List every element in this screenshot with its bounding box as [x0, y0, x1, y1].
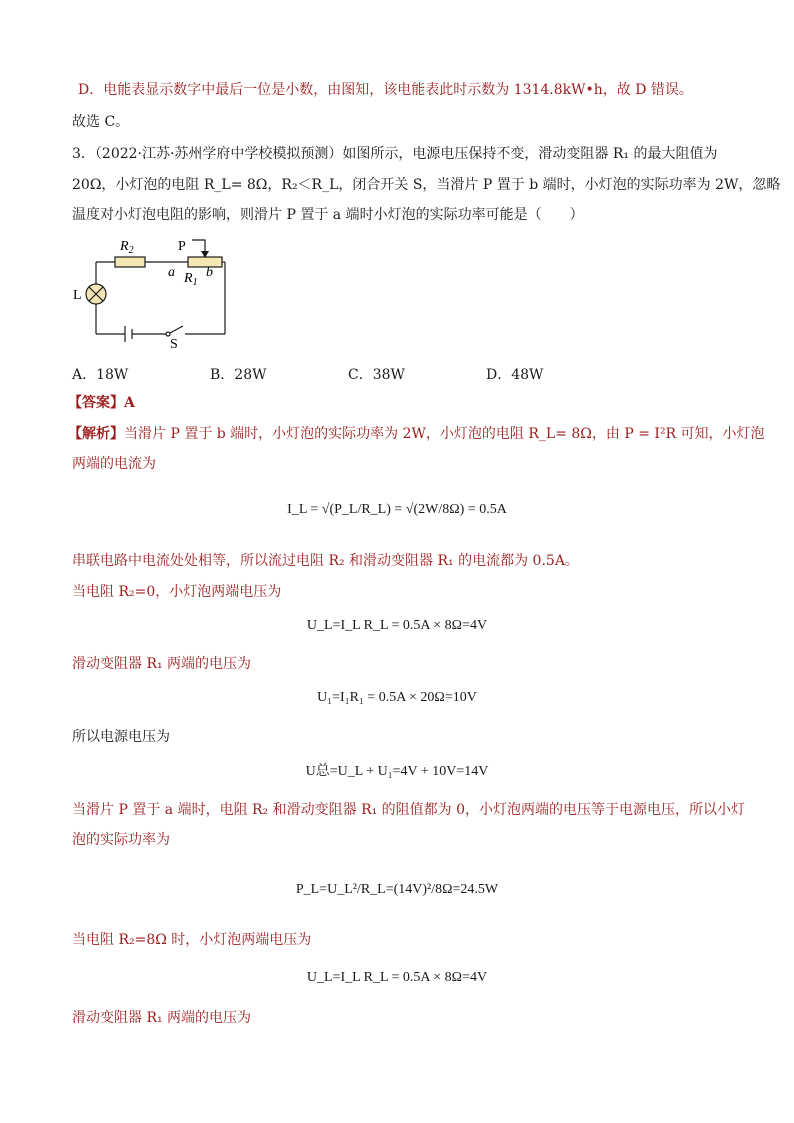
r2-label: $R_2$ [120, 239, 134, 256]
analysis-paragraph-3: 当电阻 R₂=0，小灯泡两端电压为 [72, 584, 282, 600]
option-d-explanation: D．电能表显示数字中最后一位是小数，由图知，该电能表此时示数为 1314.8kW•h，故 D 错误。 [78, 82, 693, 98]
option-b: B．28W [210, 367, 267, 383]
analysis-paragraph-1 [68, 424, 765, 444]
slider-p-label: P [178, 239, 186, 254]
analysis-label: 【解析】 [68, 426, 124, 442]
switch-s-label: S [170, 337, 178, 350]
analysis-paragraph-6b: 泡的实际功率为 [72, 832, 170, 848]
question-3-line-3: 温度对小灯泡电阻的影响，则滑片 P 置于 a 端时小灯泡的实际功率可能是（ ） [72, 207, 584, 223]
equation-current: I_L = √(P_L/R_L) = √(2W/8Ω) = 0.5A [287, 502, 507, 517]
option-c: C．38W [348, 367, 405, 383]
r1-label: $R_1$ [184, 271, 198, 288]
end-a-label: a [168, 265, 175, 280]
equation-lamp-voltage-2: U_L=I_L R_L = 0.5A × 8Ω=4V [306, 970, 488, 985]
circuit-diagram [70, 232, 240, 350]
option-a: A．18W [72, 367, 129, 383]
analysis-paragraph-5: 所以电源电压为 [72, 729, 170, 745]
choose-c-text: 故选 C。 [72, 114, 130, 130]
lamp-l-label: L [73, 288, 82, 303]
analysis-paragraph-6: 当滑片 P 置于 a 端时，电阻 R₂ 和滑动变阻器 R₁ 的阻值都为 0，小灯泡两端的电压等于电源电压，所以小灯 [72, 802, 746, 818]
question-3-line-1: 3．（2022·江苏·苏州学府中学校模拟预测）如图所示，电源电压保持不变，滑动变阻器 R₁ 的最大阻值为 [72, 146, 718, 162]
equation-lamp-voltage: U_L=I_L R_L = 0.5A × 8Ω=4V [306, 618, 488, 633]
end-b-label: b [206, 265, 213, 280]
question-3-line-2: 20Ω，小灯泡的电阻 R_L= 8Ω，R₂＜R_L，闭合开关 S，当滑片 P 置于 b 端时，小灯泡的实际功率为 2W，忽略 [72, 177, 781, 193]
analysis-paragraph-4: 滑动变阻器 R₁ 两端的电压为 [72, 656, 252, 672]
answer-label: 【答案】A [68, 395, 135, 411]
analysis-p1: 当滑片 P 置于 b 端时，小灯泡的实际功率为 2W，小灯泡的电阻 R_L= 8Ω，由 P = I²R 可知，小灯泡 [124, 426, 765, 442]
analysis-paragraph-8: 滑动变阻器 R₁ 两端的电压为 [72, 1010, 252, 1026]
equation-lamp-power: P_L=U_L²/R_L=(14V)²/8Ω=24.5W [295, 882, 499, 897]
equation-source-voltage: U总=U_L + U₁=4V + 10V=14V [305, 764, 489, 779]
equation-rheostat-voltage: U₁=I₁R₁ = 0.5A × 20Ω=10V [317, 690, 477, 705]
analysis-paragraph-7: 当电阻 R₂=8Ω 时，小灯泡两端电压为 [72, 932, 312, 948]
analysis-paragraph-2: 串联电路中电流处处相等，所以流过电阻 R₂ 和滑动变阻器 R₁ 的电流都为 0.5A。 [72, 553, 579, 569]
option-d: D．48W [486, 367, 544, 383]
analysis-paragraph-1b: 两端的电流为 [72, 456, 156, 472]
